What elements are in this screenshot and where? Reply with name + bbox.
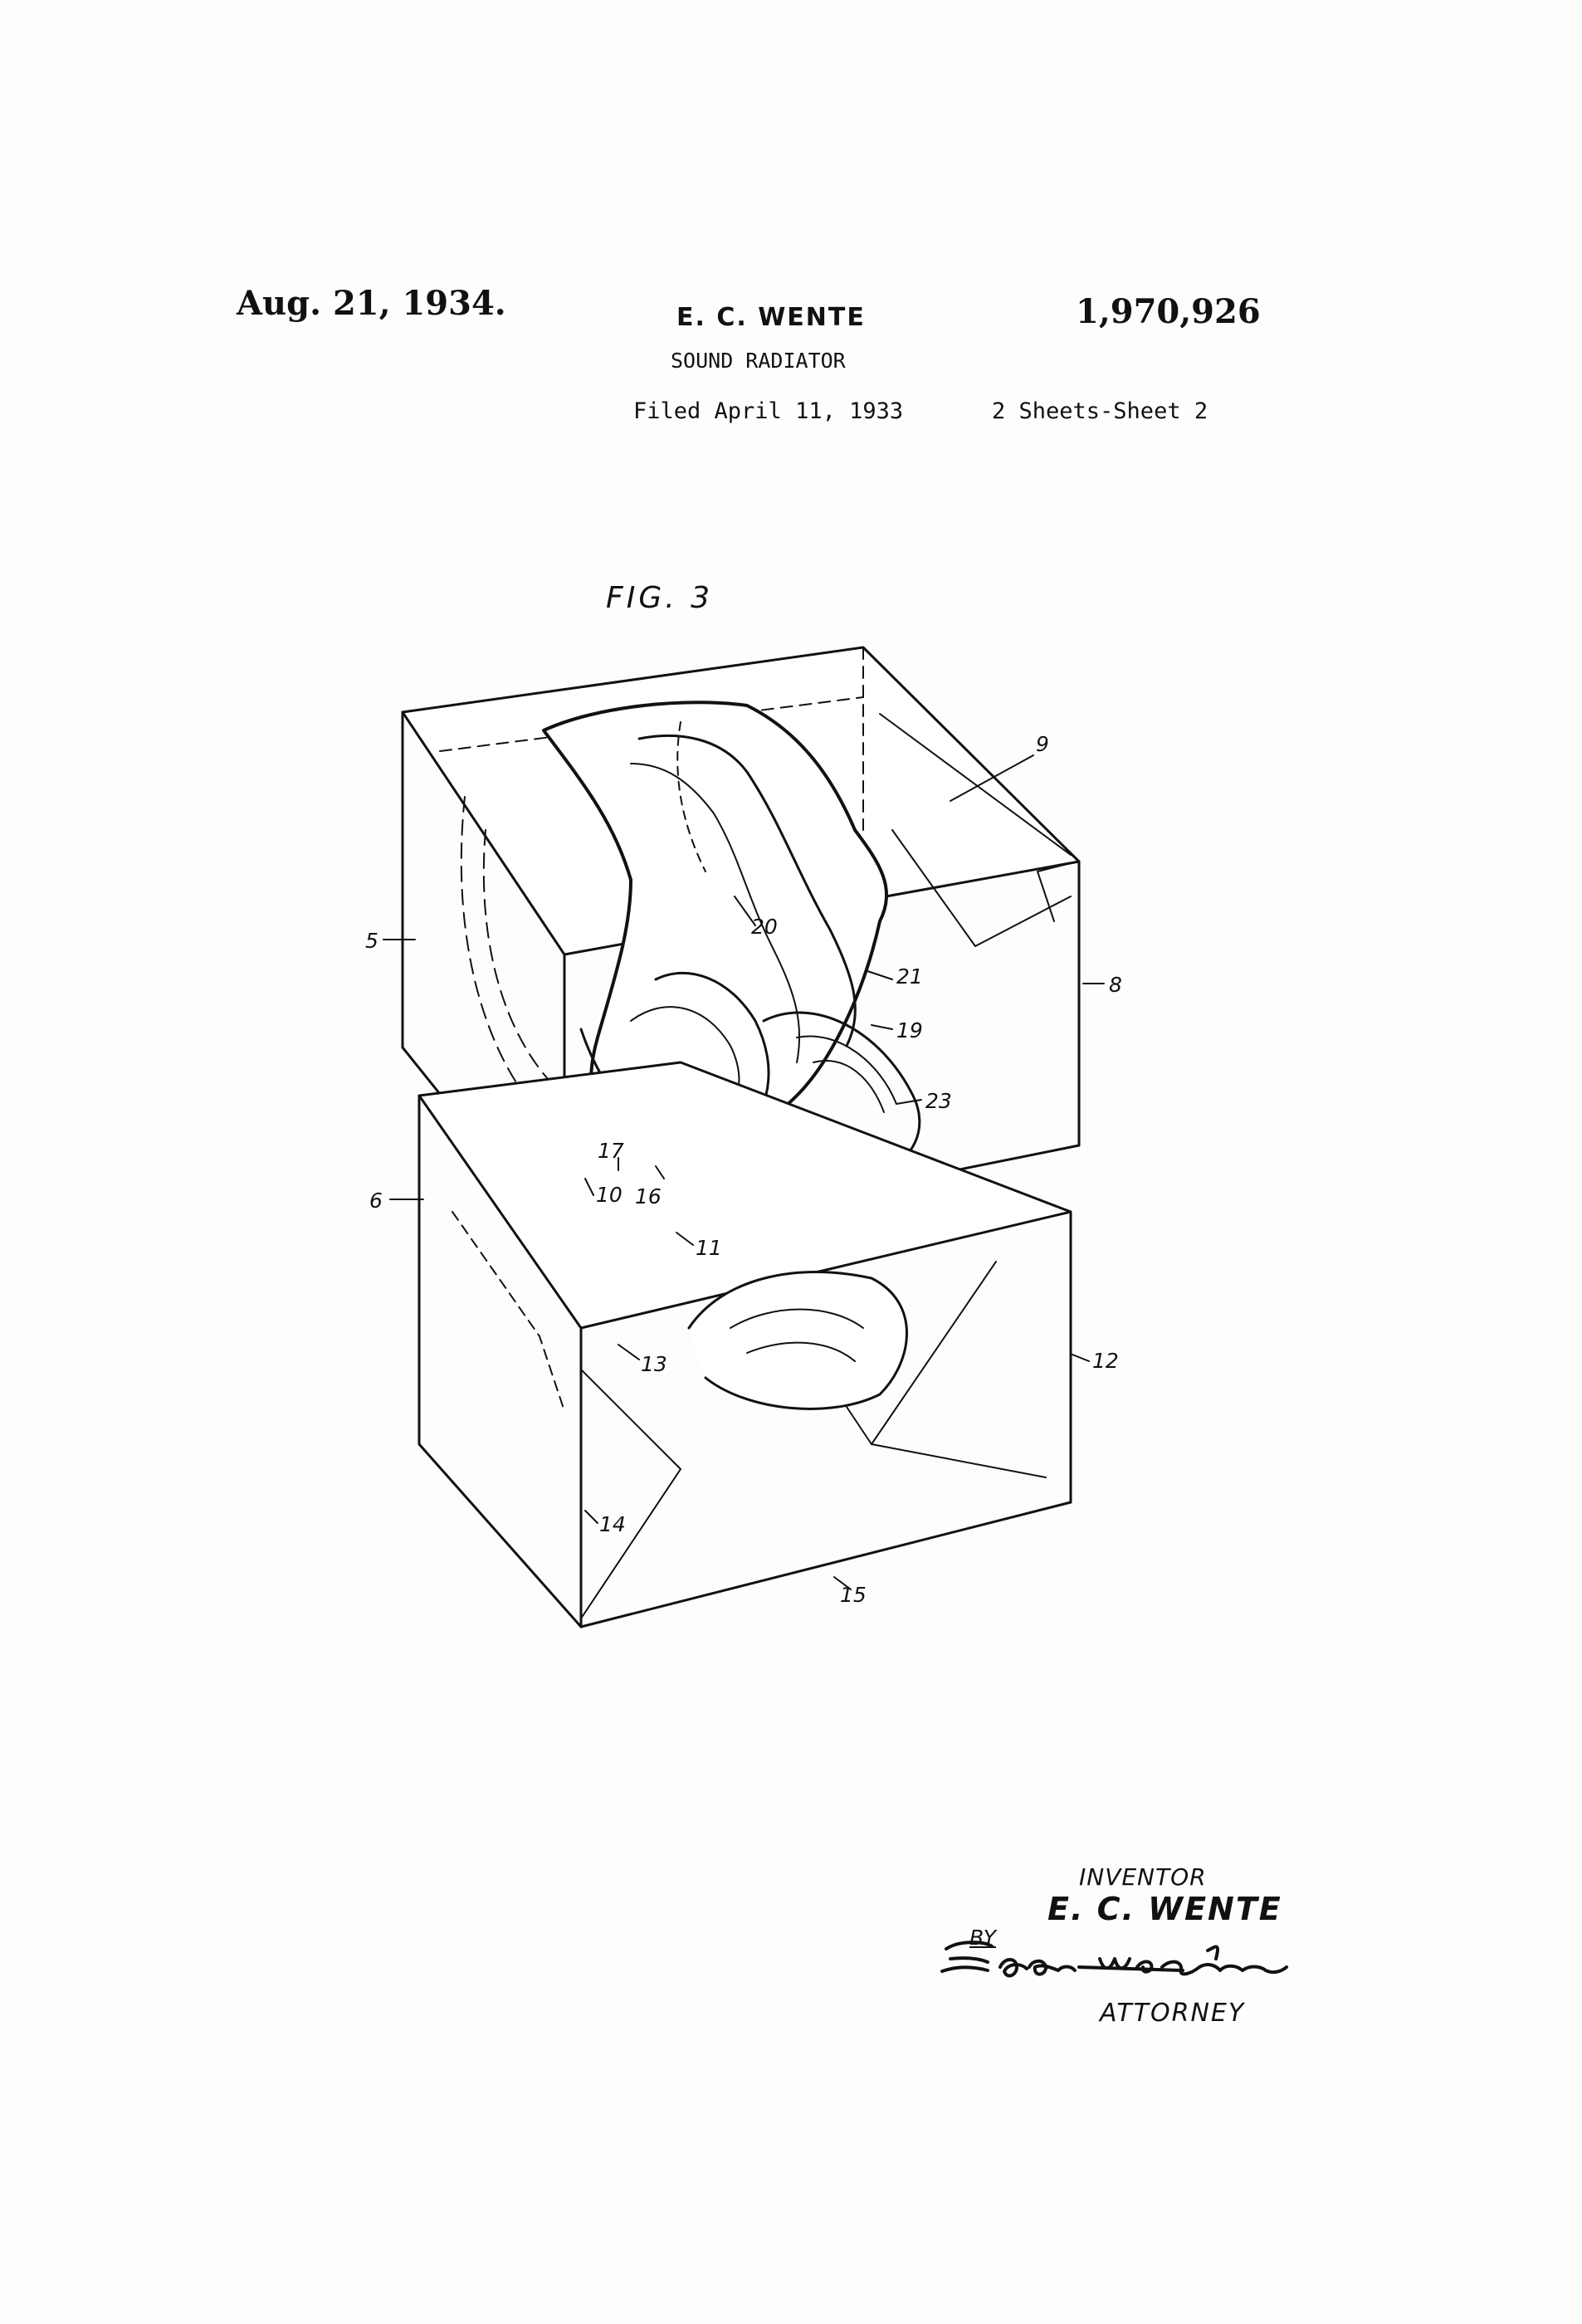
patent-title: SOUND RADIATOR [671, 349, 846, 373]
lower-enclosure [419, 1062, 1071, 1627]
ref-6: 6 [369, 1189, 383, 1213]
ref-8: 8 [1109, 973, 1122, 997]
ref-14: 14 [599, 1512, 626, 1536]
patent-number: 1,970,926 [1076, 292, 1261, 331]
patent-date: Aug. 21, 1934. [237, 284, 506, 323]
inventor-label: INVENTOR [1079, 1863, 1207, 1891]
ref-15: 15 [840, 1583, 867, 1607]
inventor-header: E. C. WENTE [676, 303, 866, 332]
ref-13: 13 [641, 1352, 667, 1376]
ref-16: 16 [635, 1184, 662, 1208]
ref-10: 10 [596, 1183, 623, 1207]
ref-5: 5 [365, 929, 378, 953]
ref-17: 17 [598, 1139, 624, 1163]
ref-21: 21 [896, 964, 923, 989]
ref-19: 19 [896, 1018, 923, 1042]
inventor-name: E. C. WENTE [1047, 1891, 1282, 1927]
figure-label: FIG. 3 [606, 581, 714, 615]
attorney-label: ATTORNEY [1100, 1999, 1246, 2028]
ref-12: 12 [1092, 1349, 1119, 1373]
ref-9: 9 [1036, 732, 1049, 756]
by-label: BY [969, 1926, 996, 1950]
ref-23: 23 [925, 1089, 952, 1113]
ref-20: 20 [751, 915, 778, 939]
sheet-count: 2 Sheets-Sheet 2 [992, 398, 1208, 424]
filing-date: Filed April 11, 1933 [633, 398, 904, 424]
ref-11: 11 [696, 1236, 722, 1260]
attorney-signature [934, 1934, 1299, 1992]
